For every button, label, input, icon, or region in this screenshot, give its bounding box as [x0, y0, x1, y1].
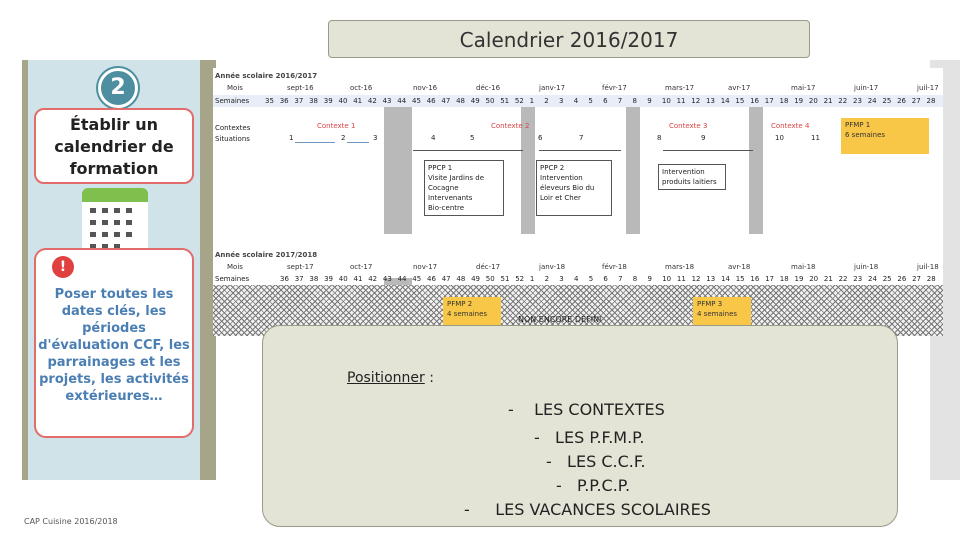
week-cell: 19 — [794, 97, 804, 105]
list-dash: - — [546, 452, 552, 471]
week-cell: 4 — [574, 275, 579, 283]
week-cell: 41 — [353, 97, 363, 105]
month-cell: avr-17 — [728, 84, 751, 92]
week-cell: 25 — [882, 275, 892, 283]
month-cell: juin-18 — [854, 263, 879, 271]
week-cell: 15 — [735, 275, 745, 283]
list-text: LES CONTEXTES — [534, 400, 665, 419]
month-cell: mars-18 — [665, 263, 695, 271]
week-cell: 43 — [382, 97, 392, 105]
week-cell: 15 — [735, 97, 745, 105]
week-cell: 48 — [456, 97, 466, 105]
label-semaines: Semaines — [215, 275, 250, 283]
week-cell: 26 — [897, 97, 907, 105]
week-cell: 8 — [632, 275, 638, 283]
week-cell: 5 — [588, 97, 593, 105]
situations-row — [213, 133, 943, 145]
week-cell: 21 — [823, 97, 833, 105]
week-cell: 47 — [441, 97, 451, 105]
week-cell: 40 — [338, 97, 348, 105]
week-cell: 20 — [809, 275, 819, 283]
week-cell: 2 — [544, 97, 549, 105]
week-cell: 46 — [426, 97, 436, 105]
situation-number: 2 — [341, 134, 346, 142]
timeline-arrow — [347, 142, 369, 143]
week-cell: 9 — [647, 275, 652, 283]
week-cell: 12 — [691, 275, 701, 283]
month-cell: mai-17 — [791, 84, 816, 92]
week-cell: 8 — [632, 97, 637, 105]
list-dash: - — [534, 428, 540, 447]
week-cell: 48 — [456, 275, 466, 283]
week-cell: 52 — [514, 97, 524, 105]
week-cell: 47 — [441, 275, 451, 283]
week-cell: 12 — [691, 97, 701, 105]
situation-number: 10 — [775, 134, 784, 142]
situation-number: 1 — [289, 134, 294, 142]
year2-label — [213, 249, 943, 261]
weeks-row-2017 — [213, 273, 943, 285]
list-item — [534, 428, 644, 447]
week-cell: 1 — [529, 97, 535, 105]
week-cell: 5 — [588, 275, 594, 283]
week-cell: 23 — [853, 275, 863, 283]
week-cell: 26 — [897, 275, 907, 283]
context-label: Contexte 3 — [669, 122, 708, 130]
week-cell: 19 — [794, 275, 804, 283]
timeline-arrow — [413, 150, 523, 151]
week-cell: 23 — [853, 97, 862, 105]
week-cell: 20 — [808, 97, 818, 105]
month-cell: avr-18 — [728, 263, 751, 271]
week-cell: 18 — [779, 275, 789, 283]
month-cell: déc-17 — [476, 263, 501, 271]
label-semaines: Semaines — [215, 97, 250, 105]
list-dash: - — [464, 500, 470, 519]
week-cell: 37 — [294, 97, 304, 105]
week-cell: 11 — [676, 97, 686, 105]
week-cell: 44 — [397, 97, 407, 105]
week-cell: 37 — [294, 275, 304, 283]
week-cell: 38 — [309, 275, 319, 283]
positionner-word: Positionner — [347, 370, 425, 386]
month-cell: nov-16 — [413, 84, 438, 92]
week-cell: 21 — [823, 275, 833, 283]
label-mois: Mois — [227, 263, 243, 271]
week-cell: 17 — [765, 275, 775, 283]
list-dash: - — [508, 400, 514, 419]
pfmp3-block: PFMP 3 4 semaines — [693, 297, 751, 335]
month-cell: oct-16 — [350, 84, 373, 92]
week-cell: 39 — [324, 275, 334, 283]
month-cell: juil-18 — [917, 263, 939, 271]
week-cell: 6 — [603, 97, 608, 105]
positionner-colon: : — [424, 370, 434, 386]
week-cell: 27 — [912, 275, 922, 283]
month-cell: mai-18 — [791, 263, 816, 271]
week-cell: 9 — [647, 97, 652, 105]
vacation-column — [749, 96, 763, 234]
week-cell: 44 — [397, 275, 407, 283]
month-cell: janv-18 — [539, 263, 566, 271]
week-cell: 22 — [838, 97, 848, 105]
week-cell: 51 — [500, 275, 510, 283]
week-cell: 45 — [412, 275, 422, 283]
week-cell: 18 — [779, 97, 789, 105]
week-cell: 38 — [309, 97, 319, 105]
week-cell: 16 — [750, 275, 760, 283]
week-cell: 43 — [382, 275, 392, 283]
week-cell: 13 — [706, 97, 715, 105]
intervention-note: Intervention produits laitiers — [658, 164, 726, 190]
list-item — [546, 452, 646, 471]
week-cell: 41 — [353, 275, 363, 283]
week-cell: 13 — [706, 275, 716, 283]
month-cell: févr-18 — [602, 263, 627, 271]
positionner-heading — [347, 370, 434, 386]
week-cell: 27 — [911, 97, 921, 105]
week-cell: 2 — [544, 275, 550, 283]
label-mois: Mois — [227, 84, 243, 92]
week-cell: 52 — [515, 275, 525, 283]
list-dash: - — [556, 476, 562, 495]
week-cell: 40 — [338, 275, 348, 283]
positioning-panel — [262, 325, 898, 527]
week-cell: 50 — [485, 97, 495, 105]
month-cell: juil-17 — [917, 84, 939, 92]
months-row-2016 — [213, 82, 943, 94]
pfmp2-block: PFMP 2 4 semaines — [443, 297, 501, 335]
slide-title: Calendrier 2016/2017 — [328, 20, 810, 58]
week-cell: 36 — [280, 275, 289, 283]
month-cell: déc-16 — [476, 84, 501, 92]
month-cell: nov-17 — [413, 263, 438, 271]
formation-poster — [28, 60, 200, 480]
week-cell: 6 — [603, 275, 608, 283]
ppcp2-note: PPCP 2 Intervention éleveurs Bio du Loir et Cher — [536, 160, 612, 216]
week-cell: 35 — [265, 97, 274, 105]
week-cell: 28 — [926, 97, 936, 105]
vacation-column — [626, 96, 640, 234]
week-cell: 7 — [618, 275, 623, 283]
week-cell: 3 — [559, 97, 564, 105]
situation-number: 3 — [373, 134, 378, 142]
month-cell: févr-17 — [602, 84, 627, 92]
ppcp1-note: PPCP 1 Visite Jardins de Cocagne Intervenants Bio-centre — [424, 160, 504, 216]
weeks-row-2016 — [213, 95, 943, 107]
week-cell: 17 — [764, 97, 774, 105]
context-label: Contexte 1 — [317, 122, 356, 130]
timeline-arrow — [539, 150, 621, 151]
year2-label-text: Année scolaire 2017/2018 — [215, 251, 318, 259]
week-cell: 42 — [368, 275, 378, 283]
list-item — [464, 500, 711, 519]
months-row-2017 — [213, 261, 943, 273]
month-cell: oct-17 — [350, 263, 373, 271]
footer-text: CAP Cuisine 2016/2018 — [24, 517, 118, 526]
timeline-arrow — [295, 142, 335, 143]
week-cell: 7 — [617, 97, 623, 105]
list-item — [508, 400, 665, 419]
week-cell: 16 — [750, 97, 760, 105]
vacation-column — [384, 96, 412, 234]
month-cell: sept-17 — [287, 263, 314, 271]
list-text: P.P.C.P. — [577, 476, 631, 495]
context-label: Contexte 4 — [771, 122, 810, 130]
week-cell: 50 — [485, 275, 495, 283]
label-contextes: Contextes — [215, 124, 251, 132]
week-cell: 1 — [529, 275, 535, 283]
week-cell: 45 — [412, 97, 421, 105]
school-calendar — [213, 68, 943, 336]
context-label: Contexte 2 — [491, 122, 530, 130]
week-cell: 4 — [573, 97, 579, 105]
week-cell: 3 — [559, 275, 564, 283]
week-cell: 28 — [926, 275, 936, 283]
poster-body-text: Poser toutes les dates clés, les périodes d'évaluation CCF, les parrainages et les projets, les activités extérieures… — [34, 248, 194, 438]
month-cell: sept-16 — [287, 84, 314, 92]
week-cell: 14 — [720, 97, 730, 105]
week-cell: 14 — [721, 275, 730, 283]
situation-number: 5 — [470, 134, 475, 142]
warning-icon: ! — [52, 256, 74, 278]
step-badge: 2 — [98, 68, 138, 108]
year1-label-text: Année scolaire 2016/2017 — [215, 72, 318, 80]
week-cell: 42 — [367, 97, 377, 105]
situation-number: 7 — [579, 134, 584, 142]
situation-number: 9 — [701, 134, 706, 142]
week-cell: 24 — [867, 97, 877, 105]
list-text: LES VACANCES SCOLAIRES — [495, 500, 711, 519]
label-situations: Situations — [215, 135, 250, 143]
situation-number: 6 — [538, 134, 543, 142]
situation-number: 8 — [657, 134, 662, 142]
week-cell: 24 — [868, 275, 877, 283]
week-cell: 46 — [427, 275, 436, 283]
timeline-arrow — [663, 150, 753, 151]
list-text: LES P.F.M.P. — [555, 428, 645, 447]
week-cell: 25 — [882, 97, 892, 105]
month-cell: janv-17 — [539, 84, 566, 92]
pfmp1-block: PFMP 1 6 semaines — [841, 118, 929, 154]
week-cell: 49 — [471, 275, 481, 283]
week-cell: 36 — [279, 97, 289, 105]
week-cell: 51 — [500, 97, 510, 105]
month-cell: mars-17 — [665, 84, 695, 92]
list-text: LES C.C.F. — [567, 452, 646, 471]
week-cell: 39 — [323, 97, 333, 105]
situation-number: 4 — [431, 134, 436, 142]
not-yet-defined-label: NON ENCORE DÉFINI — [518, 315, 602, 324]
week-cell: 10 — [661, 97, 671, 105]
week-cell: 11 — [676, 275, 686, 283]
poster-heading: Établir un calendrier de formation — [34, 108, 194, 184]
vacation-column — [521, 96, 535, 234]
week-cell: 10 — [662, 275, 672, 283]
month-cell: juin-17 — [854, 84, 879, 92]
year1-label — [213, 70, 943, 82]
week-cell: 49 — [470, 97, 480, 105]
list-item — [556, 476, 630, 495]
week-cell: 22 — [838, 275, 848, 283]
situation-number: 11 — [811, 134, 820, 142]
